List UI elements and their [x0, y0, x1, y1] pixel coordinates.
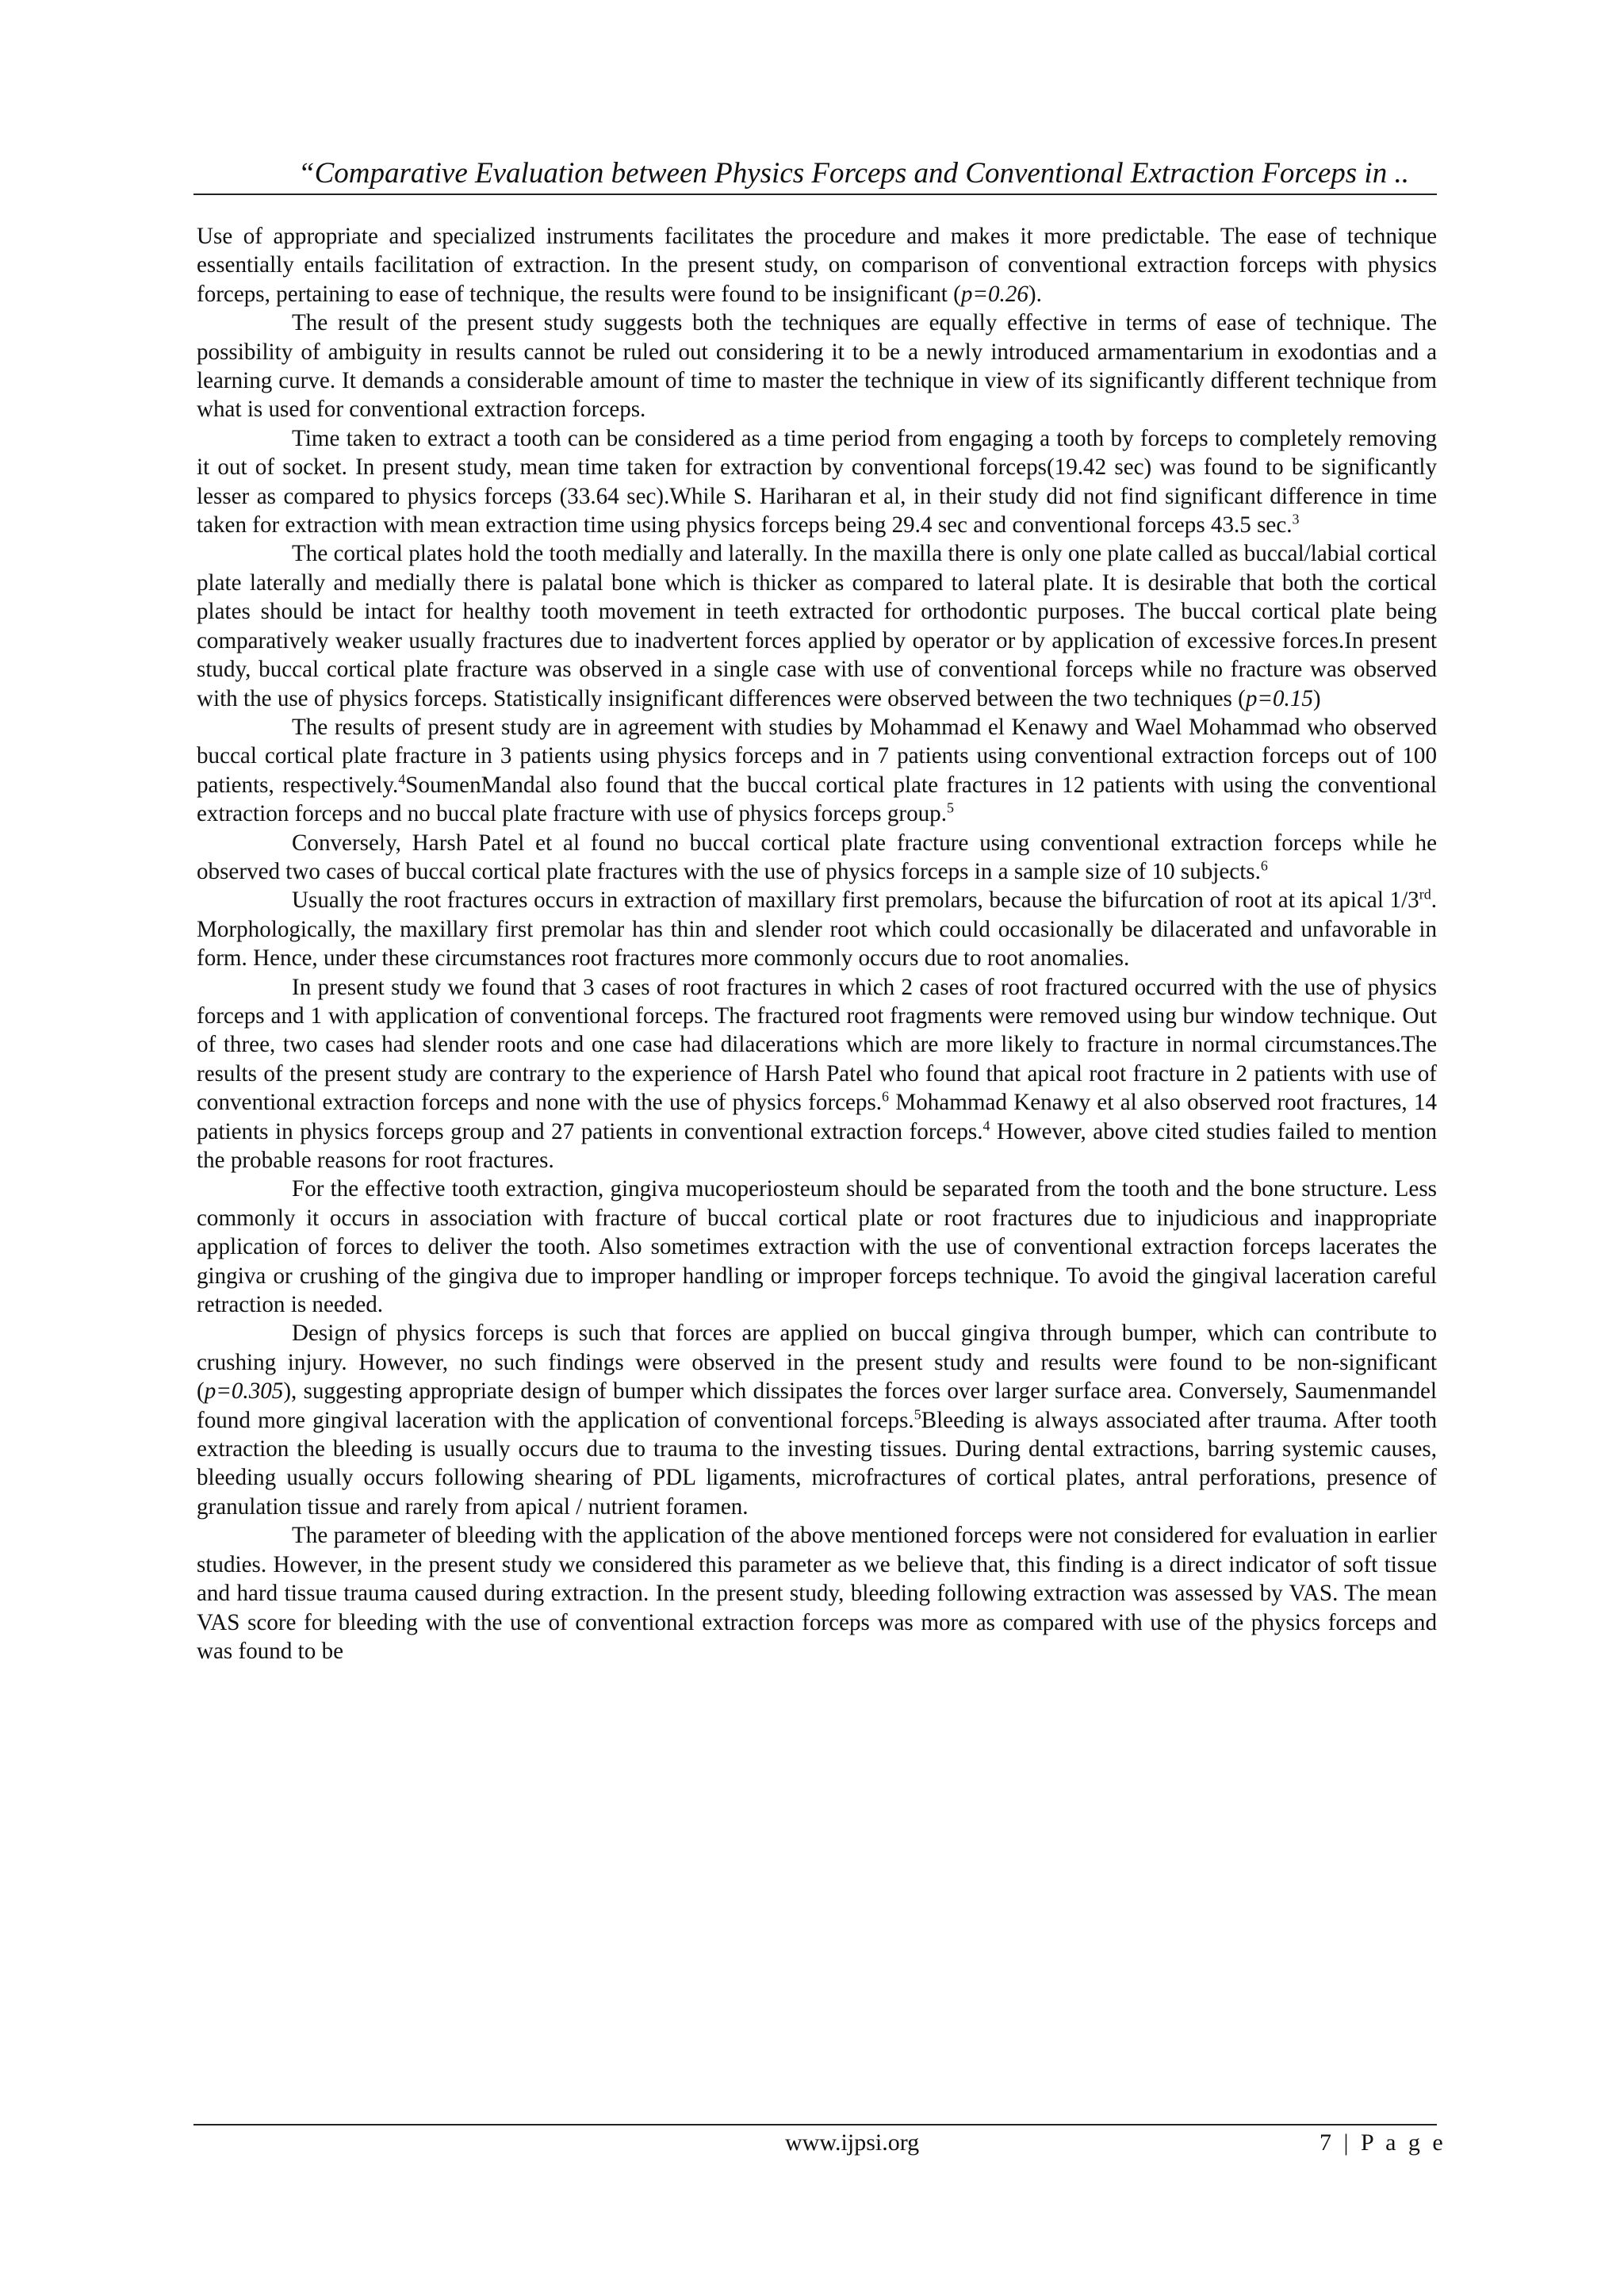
text-run: . Morphologically, the maxillary first premolar has thin and slender root which could occasionally be dilacerated and unfavorable in form. Hence, under these circumstances root fractures more commonly occurs due to root anomalies. — [197, 887, 1437, 972]
text-run: SoumenMandal also found that the buccal cortical plate fractures in 12 patients with using the conventional extraction forceps and no buccal plate fracture with use of physics forceps group. — [197, 772, 1437, 827]
text-run: In present study we found that 3 cases of root fractures in which 2 cases of root fractured occurred with the use of physics forceps and 1 with application of conventional forceps. The fractured root fragments were removed using bur window technique. Out of three, two cases had slender roots and one case had dilacerations which are more likely to fracture in normal circumstances.The results of the present study are contrary to the experience of Harsh Patel who found that apical root fracture in 2 patients with use of conventional extraction forceps and none with the use of physics forceps. — [197, 974, 1437, 1116]
text-run: Usually the root fractures occurs in extraction of maxillary first premolars, because the bifurcation of root at its apical 1/3 — [292, 887, 1419, 914]
text-run: However, above cited studies failed to mention the probable reasons for root fractures. — [197, 1118, 1437, 1173]
text-run: Conversely, Harsh Patel et al found no buccal cortical plate fracture using conventional extraction forceps while he observed two cases of buccal cortical plate fractures with the use of physics forceps in a sample size of 10 subjects. — [197, 830, 1437, 884]
text-run: Mohammad Kenawy et al also observed root fractures, 14 patients in physics forceps group and 27 patients in conventional extraction forceps. — [197, 1090, 1437, 1144]
text-run: The cortical plates hold the tooth medially and laterally. In the maxilla there is only one plate called as buccal/labial cortical plate laterally and medially there is palatal bone which is thicker as compared to lateral plate. It is desirable that both the cortical plates should be intact for healthy tooth movement in teeth extracted for orthodontic purposes. The buccal cortical plate being comparatively weaker usually fractures due to inadvertent forces applied by operator or by application of excessive forces.In present study, buccal cortical plate fracture was observed in a single case with use of conventional forceps while no fracture was observed with the use of physics forceps. Statistically insignificant differences were observed between the two techniques ( — [197, 541, 1437, 711]
body-paragraph — [197, 713, 1437, 829]
text-run: The result of the present study suggests both the techniques are equally effective in terms of ease of technique. The possibility of ambiguity in results cannot be ruled out considering it to be a newly introduced armamentarium in exodontias and a learning curve. It demands a considerable amount of time to master the technique in view of its significantly different technique from what is used for conventional extraction forceps. — [197, 310, 1437, 423]
p-value: p=0.26 — [960, 281, 1028, 307]
text-run: Bleeding is always associated after trauma. After tooth extraction the bleeding is usually occurs due to trauma to the investing tissues. During dental extractions, barring systemic causes, bleeding usually occurs following shearing of PDL ligaments, microfractures of cortical plates, antral perforations, presence of granulation tissue and rarely from apical / nutrient foramen. — [197, 1407, 1438, 1520]
citation-superscript: 6 — [882, 1088, 890, 1105]
page-number: 7 | P a g e — [1320, 2129, 1446, 2156]
footer-rule — [193, 2124, 1437, 2125]
text-run: ). — [1028, 281, 1042, 307]
text-run: ) — [1312, 685, 1321, 711]
text-run: The results of present study are in agreement with studies by Mohammad el Kenawy and Wael Mohammad who observed buccal cortical plate fracture in 3 patients using physics forceps and in 7 patients using conventional extraction forceps out of 100 patients, respectively. — [197, 714, 1437, 798]
body-paragraph — [197, 309, 1437, 424]
citation-superscript: 5 — [947, 799, 955, 816]
text-run: Design of physics forceps is such that forces are applied on buccal gingiva through bumper, which can contribute to crushing injury. However, no such findings were observed in the present study and results were found to be non-significant ( — [197, 1320, 1437, 1405]
citation-superscript: 3 — [1292, 511, 1300, 527]
text-run: For the effective tooth extraction, gingiva mucoperiosteum should be separated from the tooth and the bone structure. Less commonly it occurs in association with fracture of buccal cortical plate or root fractures due to injudicious and inappropriate application of forces to deliver the tooth. Also sometimes extraction with the use of conventional extraction forceps lacerates the gingiva or crushing of the gingiva due to improper handling or improper forceps technique. To avoid the gingival laceration careful retraction is needed. — [197, 1176, 1437, 1318]
p-value: p=0.15 — [1245, 685, 1313, 711]
body-paragraph — [197, 1521, 1437, 1665]
running-title: “Comparative Evaluation between Physics Forceps and Conventional Extraction Forceps in .. — [298, 157, 1409, 190]
header-rule — [193, 194, 1437, 195]
body-paragraph — [197, 539, 1437, 712]
text-run: Use of appropriate and specialized instruments facilitates the procedure and makes it more predictable. The ease of technique essentially entails facilitation of extraction. In the present study, on comparison of conventional extraction forceps with physics forceps, pertaining to ease of technique, the results were found to be insignificant ( — [197, 224, 1437, 307]
citation-superscript: 6 — [1260, 857, 1268, 874]
body-paragraph — [197, 424, 1437, 540]
body-paragraph — [197, 222, 1437, 309]
citation-superscript: 5 — [914, 1405, 921, 1422]
p-value: p=0.305 — [204, 1378, 284, 1405]
text-run: ), suggesting appropriate design of bumper which dissipates the forces over larger surface area. Conversely, Saumenmandel found more gingival laceration with the application of conventional forceps. — [197, 1378, 1437, 1433]
citation-superscript: 4 — [982, 1117, 990, 1133]
article-body — [197, 222, 1437, 1665]
body-paragraph — [197, 886, 1437, 972]
body-paragraph — [197, 1319, 1437, 1521]
text-run: The parameter of bleeding with the application of the above mentioned forceps were not considered for evaluation in earlier studies. However, in the present study we considered this parameter as we believe that, this finding is a direct indicator of soft tissue and hard tissue trauma caused during extraction. In the present study, bleeding following extraction was assessed by VAS. The mean VAS score for bleeding with the use of conventional extraction forceps was more as compared with use of the physics forceps and was found to be — [197, 1523, 1437, 1664]
journal-website: www.ijpsi.org — [785, 2129, 920, 2156]
text-run: Time taken to extract a tooth can be considered as a time period from engaging a tooth by forceps to completely removing it out of socket. In present study, mean time taken for extraction by conventional forceps(19.42 sec) was found to be significantly lesser as compared to physics forceps (33.64 sec).While S. Hariharan et al, in their study did not find significant difference in time taken for extraction with mean extraction time using physics forceps being 29.4 sec and conventional forceps 43.5 sec. — [197, 425, 1437, 539]
citation-superscript: 4 — [398, 771, 406, 788]
citation-superscript: rd — [1419, 886, 1431, 903]
body-paragraph — [197, 1175, 1437, 1319]
body-paragraph — [197, 829, 1437, 887]
body-paragraph — [197, 973, 1437, 1175]
